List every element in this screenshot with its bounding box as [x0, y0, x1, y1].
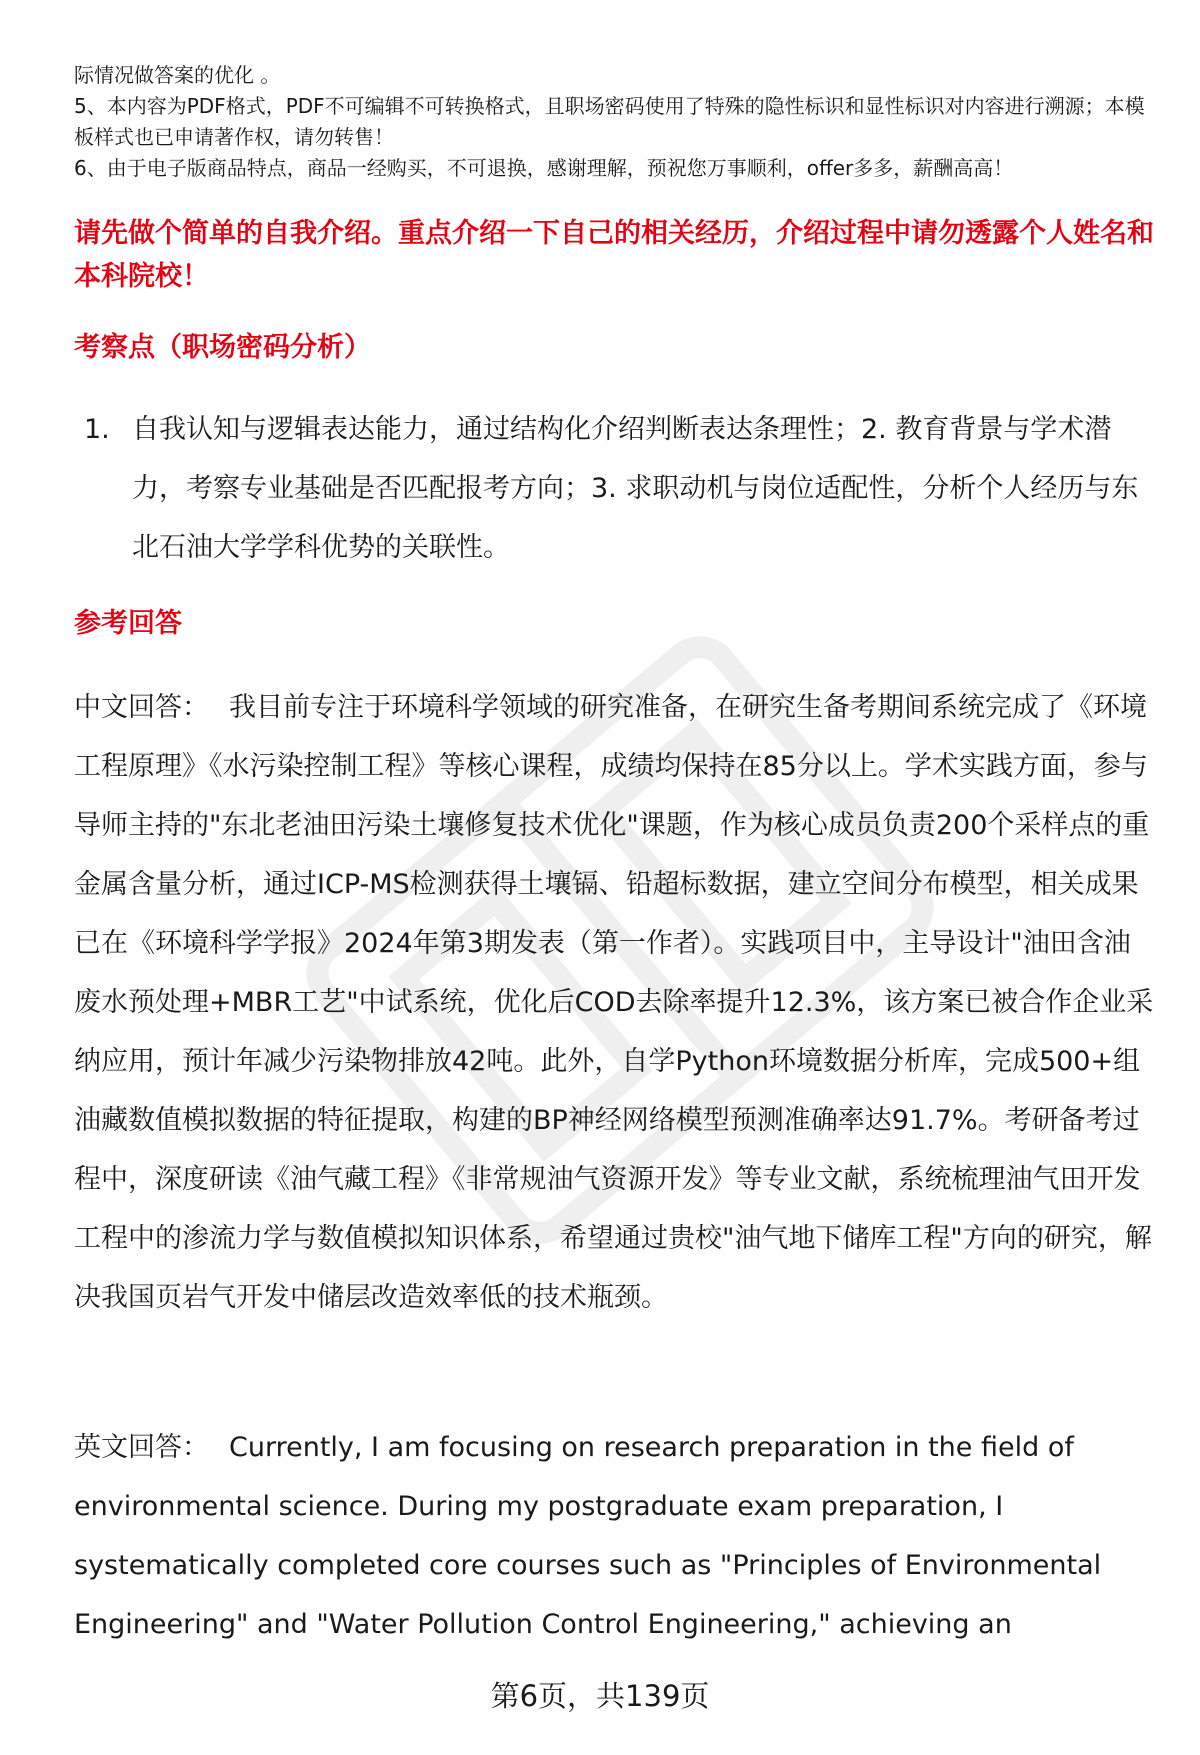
chinese-answer-label: 中文回答：	[74, 692, 209, 723]
list-number: 1.	[84, 414, 110, 445]
note-line: 6、由于电子版商品特点，商品一经购买，不可退换，感谢理解，预祝您万事顺利，offer多多，薪酬高高！	[74, 156, 1014, 180]
evaluation-heading: 考察点（职场密码分析）	[74, 332, 371, 363]
chinese-answer	[74, 678, 1154, 1327]
note-line: 5、本内容为PDF格式，PDF不可编辑不可转换格式，且职场密码使用了特殊的隐性标识和显性标识对内容进行溯源；本模板样式也已申请著作权，请勿转售！	[74, 94, 1145, 149]
english-answer	[74, 1418, 1154, 1654]
page-number: 第6页，共139页	[490, 1679, 710, 1713]
note-line: 际情况做答案的优化 。	[74, 63, 281, 87]
interview-question: 请先做个简单的自我介绍。重点介绍一下自己的相关经历，介绍过程中请勿透露个人姓名和本科院校！	[74, 218, 1154, 292]
evaluation-text: 自我认知与逻辑表达能力，通过结构化介绍判断表达条理性；2. 教育背景与学术潜力，考察专业基础是否匹配报考方向；3. 求职动机与岗位适配性，分析个人经历与东北石油大学学科优势的关联性。	[132, 414, 1139, 563]
english-answer-text: Currently, I am focusing on research preparation in the field of environmental science. During my postgraduate exam preparation, I systematically completed core courses such as "Principles of Environmental Engineering" and "Water Pollution Control Engineering," achieving an	[74, 1432, 1102, 1640]
evaluation-list-item	[84, 400, 1154, 577]
notes-block	[74, 60, 1154, 184]
chinese-answer-text: 我目前专注于环境科学领域的研究准备，在研究生备考期间系统完成了《环境工程原理》《水污染控制工程》等核心课程，成绩均保持在85分以上。学术实践方面，参与导师主持的"东北老油田污染土壤修复技术优化"课题，作为核心成员负责200个采样点的重金属含量分析，通过ICP-MS检测获得土壤镉、铅超标数据，建立空间分布模型，相关成果已在《环境科学学报》2024年第3期发表（第一作者）。实践项目中，主导设计"油田含油废水预处理+MBR工艺"中试系统，优化后COD去除率提升12.3%，该方案已被合作企业采纳应用，预计年减少污染物排放42吨。此外，自学Python环境数据分析库，完成500+组油藏数值模拟数据的特征提取，构建的BP神经网络模型预测准确率达91.7%。考研备考过程中，深度研读《油气藏工程》《非常规油气资源开发》等专业文献，系统梳理油气田开发工程中的渗流力学与数值模拟知识体系，希望通过贵校"油气地下储库工程"方向的研究，解决我国页岩气开发中储层改造效率低的技术瓶颈。	[74, 692, 1154, 1313]
english-answer-label: 英文回答：	[74, 1432, 209, 1463]
reference-answer-heading: 参考回答	[74, 608, 182, 639]
